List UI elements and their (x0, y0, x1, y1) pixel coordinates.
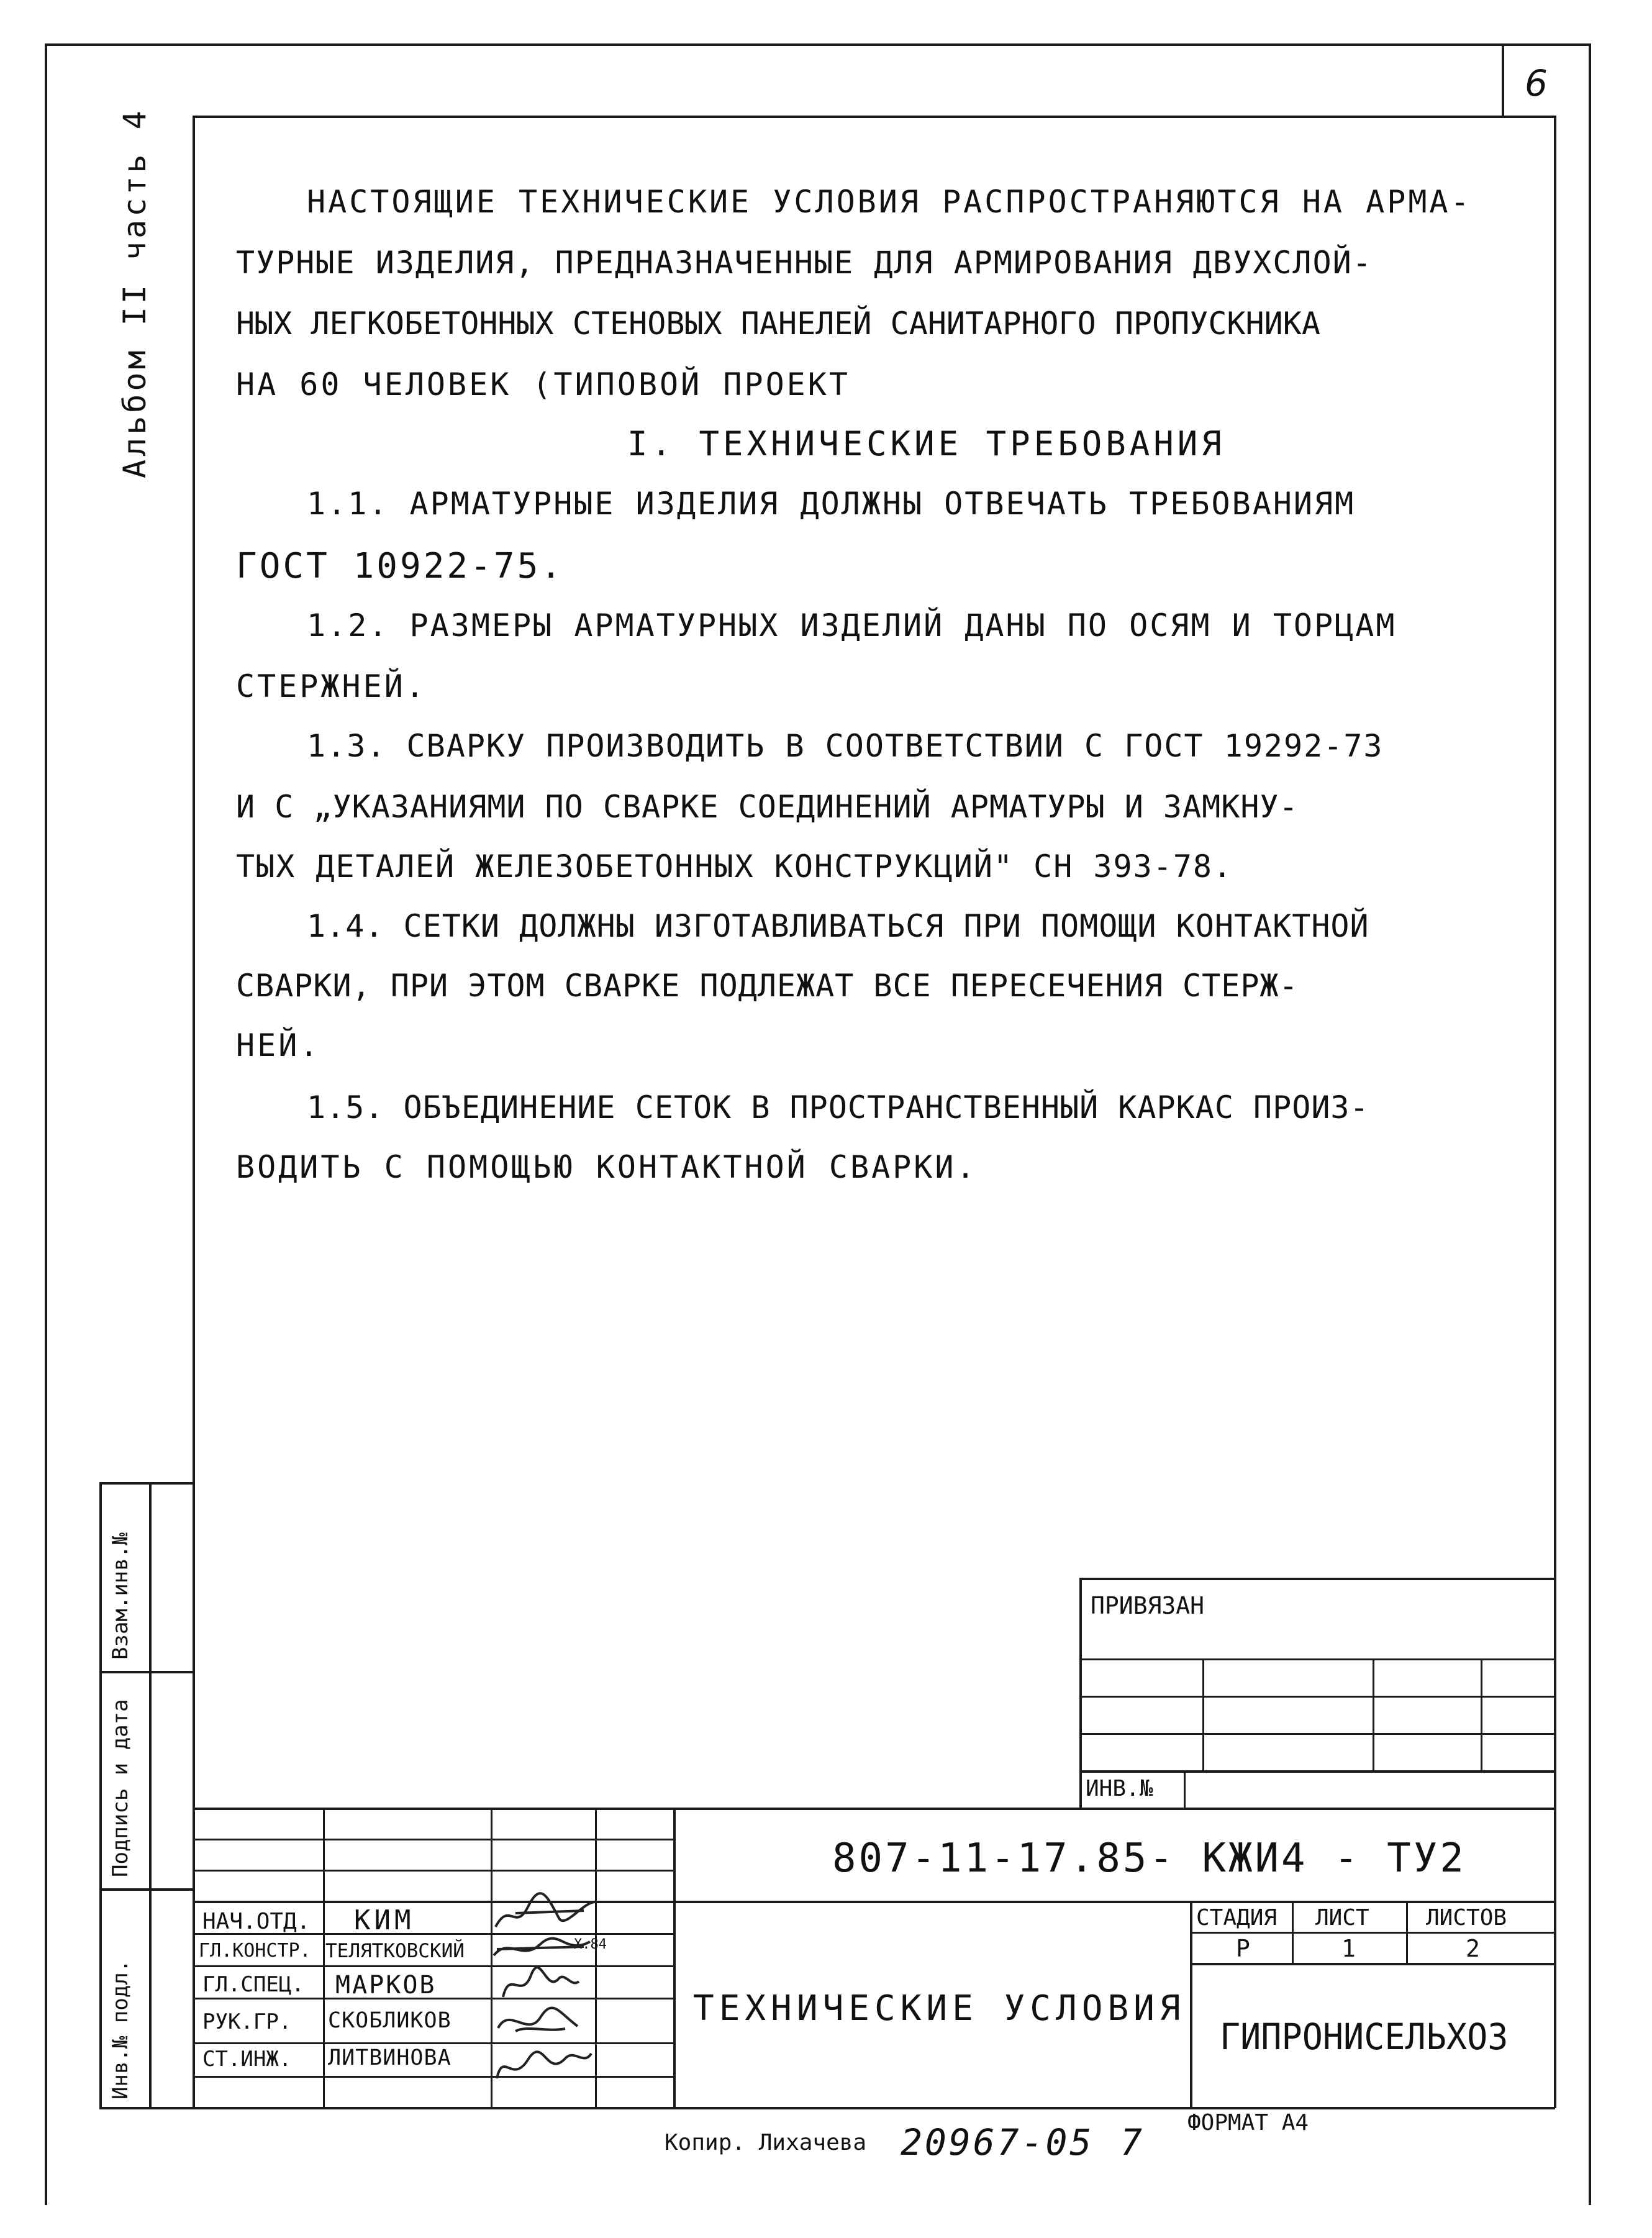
outer-frame-left (45, 43, 47, 2205)
role-cell: РУК.ГР. (202, 2009, 292, 2034)
inv-no-divider (1184, 1770, 1186, 1808)
stage-col-1 (1292, 1901, 1294, 1963)
format-label: ФОРМАТ А4 (1187, 2110, 1309, 2136)
stamp-row-1 (193, 1839, 674, 1840)
left-strip-bottom (99, 2107, 194, 2109)
paragraph-line-9: СТЕРЖНЕЙ. (236, 668, 427, 704)
document-title: ТЕХНИЧЕСКИЕ УСЛОВИЯ (693, 1988, 1186, 2029)
stage-header: СТАДИЯ (1196, 1905, 1278, 1931)
name-cell: ЛИТВИНОВА (328, 2045, 452, 2070)
inv-no-label: ИНВ.№ (1086, 1776, 1153, 1801)
paragraph-line-4: НА 60 ЧЕЛОВЕК (ТИПОВОЙ ПРОЕКТ (236, 366, 850, 403)
paragraph-line-6: 1.1. АРМАТУРНЫЕ ИЗДЕЛИЯ ДОЛЖНЫ ОТВЕЧАТЬ ТРЕБОВАНИЯМ (307, 486, 1356, 522)
inv-podl-label: Инв.№ подл. (108, 1959, 133, 2099)
sheet-value: 1 (1341, 1935, 1356, 1962)
stamp-row-2 (193, 1870, 674, 1872)
album-side-title: Альбом II часть 4 (117, 107, 153, 478)
paragraph-line-16: 1.5. ОБЪЕДИНЕНИЕ СЕТОК В ПРОСТРАНСТВЕННЫЙ КАРКАС ПРОИЗ- (307, 1089, 1369, 1126)
signature-litvinova (491, 2041, 596, 2091)
privyazan-label: ПРИВЯЗАН (1091, 1592, 1205, 1619)
paragraph-line-1: НАСТОЯЩИЕ ТЕХНИЧЕСКИЕ УСЛОВИЯ РАСПРОСТРАНЯЮТСЯ НА АРМА- (307, 184, 1472, 220)
name-cell: СКОБЛИКОВ (328, 2008, 452, 2033)
stamp-col-role-end (323, 1808, 325, 2107)
page-number-box-left (1502, 43, 1504, 117)
document-code: 807-11-17.85- КЖИ4 - ТУ2 (832, 1835, 1466, 1881)
stamp-row-7 (193, 2042, 674, 2044)
main-frame-top (193, 116, 1555, 118)
role-cell: НАЧ.ОТД. (202, 1909, 311, 1934)
left-strip-div-2 (99, 1888, 194, 1891)
sheets-header: ЛИСТОВ (1426, 1905, 1507, 1931)
signature-telyatkovsky (491, 1931, 596, 1968)
paragraph-line-10: 1.3. СВАРКУ ПРОИЗВОДИТЬ В СООТВЕТСТВИИ С ГОСТ 19292-73 (307, 728, 1384, 764)
stamp-left-block-right (673, 1808, 676, 2108)
signature-skoblikov (491, 2000, 590, 2044)
copier-label: Копир. Лихачева (665, 2130, 867, 2155)
paragraph-line-17: ВОДИТЬ С ПОМОЩЬЮ КОНТАКТНОЙ СВАРКИ. (236, 1149, 978, 1185)
privyazan-top (1079, 1578, 1555, 1580)
privyazan-col-3 (1481, 1658, 1482, 1770)
paragraph-line-14: СВАРКИ, ПРИ ЭТОМ СВАРКЕ ПОДЛЕЖАТ ВСЕ ПЕРЕСЕЧЕНИЯ СТЕРЖ- (236, 968, 1299, 1004)
privyazan-col-2 (1373, 1658, 1374, 1770)
name-cell: КИМ (354, 1904, 415, 1936)
privyazan-row-3 (1079, 1733, 1555, 1735)
paragraph-line-7: ГОСТ 10922-75. (236, 546, 565, 586)
privyazan-row-4 (1079, 1770, 1555, 1773)
paragraph-line-8: 1.2. РАЗМЕРЫ АРМАТУРНЫХ ИЗДЕЛИЙ ДАНЫ ПО ОСЯМ И ТОРЦАМ (307, 607, 1397, 644)
stage-header-bottom (1190, 1932, 1555, 1934)
sheet-header: ЛИСТ (1315, 1905, 1369, 1931)
paragraph-line-11: И С „УКАЗАНИЯМИ ПО СВАРКЕ СОЕДИНЕНИЙ АРМАТУРЫ И ЗАМКНУ- (236, 789, 1299, 825)
signature-date: X.84 (574, 1937, 607, 1952)
stage-values-bottom (1190, 1963, 1555, 1965)
privyazan-row-2 (1079, 1696, 1555, 1698)
paragraph-line-15: НЕЙ. (236, 1027, 321, 1063)
outer-frame-right (1589, 43, 1591, 2205)
stage-value: Р (1236, 1935, 1250, 1962)
role-cell: СТ.ИНЖ. (202, 2047, 292, 2072)
stamp-top (193, 1808, 1555, 1810)
paragraph-line-13: 1.4. СЕТКИ ДОЛЖНЫ ИЗГОТАВЛИВАТЬСЯ ПРИ ПОМОЩИ КОНТАКТНОЙ (307, 908, 1369, 944)
left-strip-div-1 (99, 1671, 194, 1673)
stamp-row-5 (193, 1965, 674, 1967)
left-strip-left (99, 1482, 102, 2108)
sheets-value: 2 (1466, 1935, 1480, 1962)
paragraph-line-3: НЫХ ЛЕГКОБЕТОННЫХ СТЕНОВЫХ ПАНЕЛЕЙ САНИТАРНОГО ПРОПУСКНИКА (236, 306, 1320, 342)
left-strip-top (99, 1482, 194, 1485)
role-cell: ГЛ.КОНСТР. (199, 1940, 311, 1962)
privyazan-col-1 (1202, 1658, 1204, 1770)
main-frame-bottom (193, 2107, 1555, 2109)
left-strip-right (149, 1482, 152, 2108)
privyazan-row-1 (1079, 1658, 1555, 1660)
paragraph-line-2: ТУРНЫЕ ИЗДЕЛИЯ, ПРЕДНАЗНАЧЕННЫЕ ДЛЯ АРМИРОВАНИЯ ДВУХСЛОЙ- (236, 245, 1373, 281)
paragraph-line-12: ТЫХ ДЕТАЛЕЙ ЖЕЛЕЗОБЕТОННЫХ КОНСТРУКЦИЙ" СН 393-78. (236, 848, 1233, 885)
copy-number: 20967-05 (901, 2121, 1094, 2163)
vzam-inv-label: Взам.инв.№ (108, 1532, 133, 1660)
name-cell: ТЕЛЯТКОВСКИЙ (325, 1940, 465, 1962)
stage-col-2 (1406, 1901, 1408, 1963)
stamp-code-bottom (673, 1901, 1555, 1903)
section-heading: I. ТЕХНИЧЕСКИЕ ТРЕБОВАНИЯ (627, 424, 1225, 463)
name-cell: МАРКОВ (335, 1971, 437, 1999)
organization-name: ГИПРОНИСЕЛЬХОЗ (1220, 2016, 1509, 2058)
stamp-row-8 (193, 2076, 674, 2078)
outer-frame-top (45, 43, 1591, 46)
podpis-data-label: Подпись и дата (108, 1699, 133, 1877)
page-number: 6 (1525, 62, 1548, 104)
privyazan-left (1079, 1578, 1082, 1809)
copy-seven: 7 (1120, 2121, 1142, 2163)
role-cell: ГЛ.СПЕЦ. (202, 1972, 304, 1997)
